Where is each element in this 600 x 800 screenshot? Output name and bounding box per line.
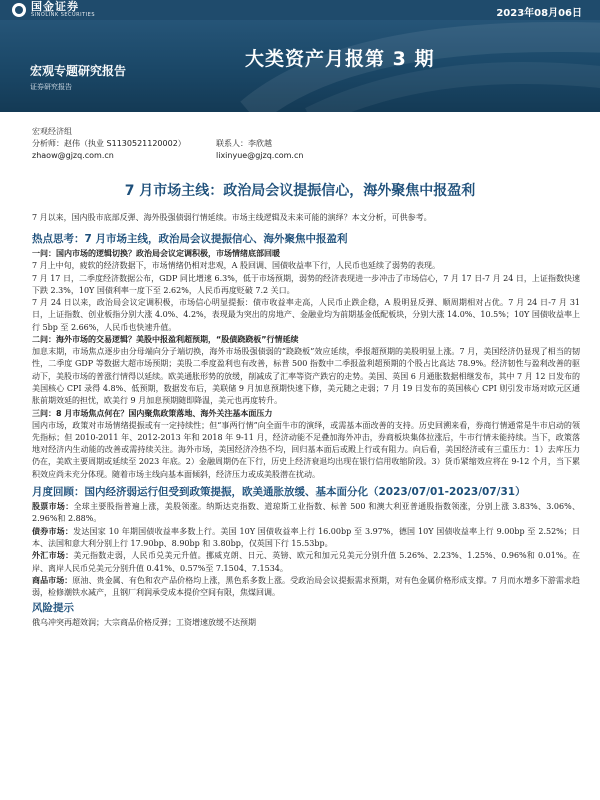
bond-market-label: 债券市场： bbox=[32, 526, 74, 536]
summary-body bbox=[32, 212, 580, 630]
department: 宏观经济组 bbox=[32, 127, 72, 136]
bond-market-paragraph: 债券市场：发达国家 10 年期国债收益率多数上行。美国 10Y 国债收益率上行 16.00bp 至 3.97%，德国 10Y 国债收益率上行 9.00bp 至 2.52%；日本、法国和意大利分别上行 17.90bp、8.90bp 和 3.80bp，仅英国下行 15.53bp。 bbox=[32, 526, 581, 548]
headline: 7 月市场主线：政治局会议提振信心，海外聚焦中报盈利 bbox=[124, 183, 476, 199]
stock-market-label: 股票市场： bbox=[32, 502, 74, 512]
report-date: 2023年08月06日 bbox=[496, 8, 582, 19]
section-monthly-review-heading: 月度回顾：国内经济弱运行但受到政策提振，欧美通胀放缓、基本面分化（2023/07/01-2023/07/31） bbox=[32, 486, 526, 499]
commodity-market-label: 商品市场： bbox=[32, 575, 73, 585]
risk-heading: 风险提示 bbox=[32, 602, 74, 615]
author-info bbox=[32, 126, 303, 162]
contact-email: lixinyue@gjzq.com.cn bbox=[216, 151, 304, 160]
section-hot-topic-heading: 热点思考：7 月市场主线，政治局会议提振信心、海外聚焦中报盈利 bbox=[32, 233, 348, 246]
fx-market-label: 外汇市场： bbox=[32, 551, 74, 561]
logo-name-cn: 国金证券 bbox=[31, 0, 79, 13]
question-3: 三问：8 月市场焦点何在？国内聚焦政策落地、海外关注基本面压力 bbox=[32, 408, 273, 418]
contact-name: 联系人：李欣越 bbox=[216, 139, 272, 148]
analyst-email: zhaow@gjzq.com.cn bbox=[32, 151, 114, 160]
fx-market-paragraph: 外汇市场：美元指数走弱，人民币兑美元升值。挪威克朗、日元、英镑、欧元和加元兑美元分别升值 5.26%、2.23%、1.25%、0.96%和 0.01%。在岸、离岸人民币兑美元分别升值 0.41%、0.57%至 7.1504、7.1534。 bbox=[32, 551, 581, 573]
brand-logo bbox=[12, 1, 95, 18]
stock-market-paragraph: 股票市场：全球主要股指普遍上涨，美股领涨。纳斯达克指数、道琼斯工业指数、标普 500 和澳大利亚普通股指数领涨，分别上涨 3.83%、3.06%、2.96%和 2.88%。 bbox=[32, 502, 580, 524]
logo-name-en: SINOLINK SECURITIES bbox=[31, 12, 95, 18]
paragraph: 7 月 24 日以来，政治局会议定调积极，市场信心明显提振：债市收益率走高，人民币止跌企稳，A 股明显反弹、顺周期相对占优。7 月 24 日-7 月 31 日，上证指数、创业板指分别大涨 4.0%、4.2%，表现最为突出的房地产、金融业均为前期基金低配板块，分别大涨 14.0%、10.5%；10Y 国债收益率上行 5bp 至 2.66%，人民币也快速升值。 bbox=[32, 298, 580, 332]
question-2: 二问：海外市场的交易逻辑？美股中报盈利超预期，“股债跷跷板”行情延续 bbox=[32, 335, 299, 345]
paragraph: 国内市场，政策对市场情绪提振或有一定持续性；但“事两行情”向全面牛市的演绎，或需基本面改善的支持。历史回溯来看，券商行情通常是牛市启动的领先指标；但 2010-2011 年、2012-2013 年和 2018 年 9-11 月，经济动能不足叠加海外冲击，券商板块集体拉涨后，牛市行情未能持续。当下，政策落地对经济内生动能的改善或需持续关注。海外市场，美国经济冷热不均，回归基本面后或殿上行或有阻力。向后看，美国经济或有三重压力：1）去库压力仍在，美欧主要周期或延续至 2023 年底。2）金融周期仍在下行，历史上经济衰退均出现在银行信用收缩阶段。3）货币紧缩效应将在 9-12 个月，当下累积效应尚未充分体现。随着市场主线向基本面倾斜，经济压力或成美股潜在扰动。 bbox=[32, 420, 580, 479]
paragraph: 7 月上中旬，疲软的经济数据下，市场情绪仍相对悲观，A 股回调、国债收益率下行，人民币也延续了弱势的表现。 bbox=[32, 261, 440, 271]
report-title: 大类资产月报第 3 期 bbox=[245, 48, 435, 70]
paragraph: 7 月 17 日，二季度经济数据公布，GDP 同比增速 6.3%，低于市场预期，弱势的经济表现进一步冲击了市场信心，7 月 17 日-7 月 24 日，上证指数快速下跌 2.3%，10Y 国债利率一度下至 2.62%，人民币再度贬破 7.2 关口。 bbox=[32, 273, 580, 295]
report-banner bbox=[0, 0, 600, 112]
report-series: 宏观专题研究报告 bbox=[30, 64, 127, 78]
risk-text: 俄乌冲突再超效润；大宗商品价格反弹；工资增速放缓不达预期 bbox=[32, 618, 256, 628]
intro-paragraph: 7 月以来，国内股市底部反弹、海外股强债弱行情延续。市场主线逻辑及未来可能的演绎？本文分析，可供参考。 bbox=[32, 213, 432, 222]
logo-icon bbox=[12, 3, 26, 17]
analyst-name: 分析师：赵伟（执业 S1130521120002） bbox=[32, 139, 186, 148]
report-type: 证券研究报告 bbox=[30, 83, 72, 91]
question-1: 一问：国内市场的逻辑切换？政治局会议定调积极，市场情绪底部回暖 bbox=[32, 249, 280, 259]
paragraph: 加息末期，市场焦点逐步由分母端向分子端切换，海外市场股强债弱的“跷跷板”效应延续，季报超预期的美股明显上涨。7 月，美国经济仍显现了相当的韧性，二季度 GDP 等数据大超市场预期；美股二季度盈利也有改善，标普 500 指数中二季报盈利超预期的个股占比高达 78.9%。经济韧性与盈利改善的驱动下，美股市场的普涨行情得以延续。欧美通胀形势的放缓，削减成了汇率等资产跌宕的走势。美国、英国 6 月通胀数据相继发布，其中 7 月 12 日发布的美国核心 CPI 录得 4.8%、低预期，数据发布后，美联储 9 月加息预期快速下修，美元随之走弱；7 月 19 日发布的英国核心 CPI 则引发市场对欧元区通胀前期效延的担忧，欧美行 9 月加息预期随即降温，美元也再度转升。 bbox=[32, 347, 580, 406]
commodity-market-paragraph: 商品市场：原油、贵金属、有色和农产品价格均上涨，黑色系多数上涨。受政治局会议提振需求预期，对有色金属价格形成支撑。7 月而水增多下游需求趋弱，检修潮铁水减产，且钢厂利润承受成本提价空间有限，焦煤回调。 bbox=[32, 575, 580, 598]
